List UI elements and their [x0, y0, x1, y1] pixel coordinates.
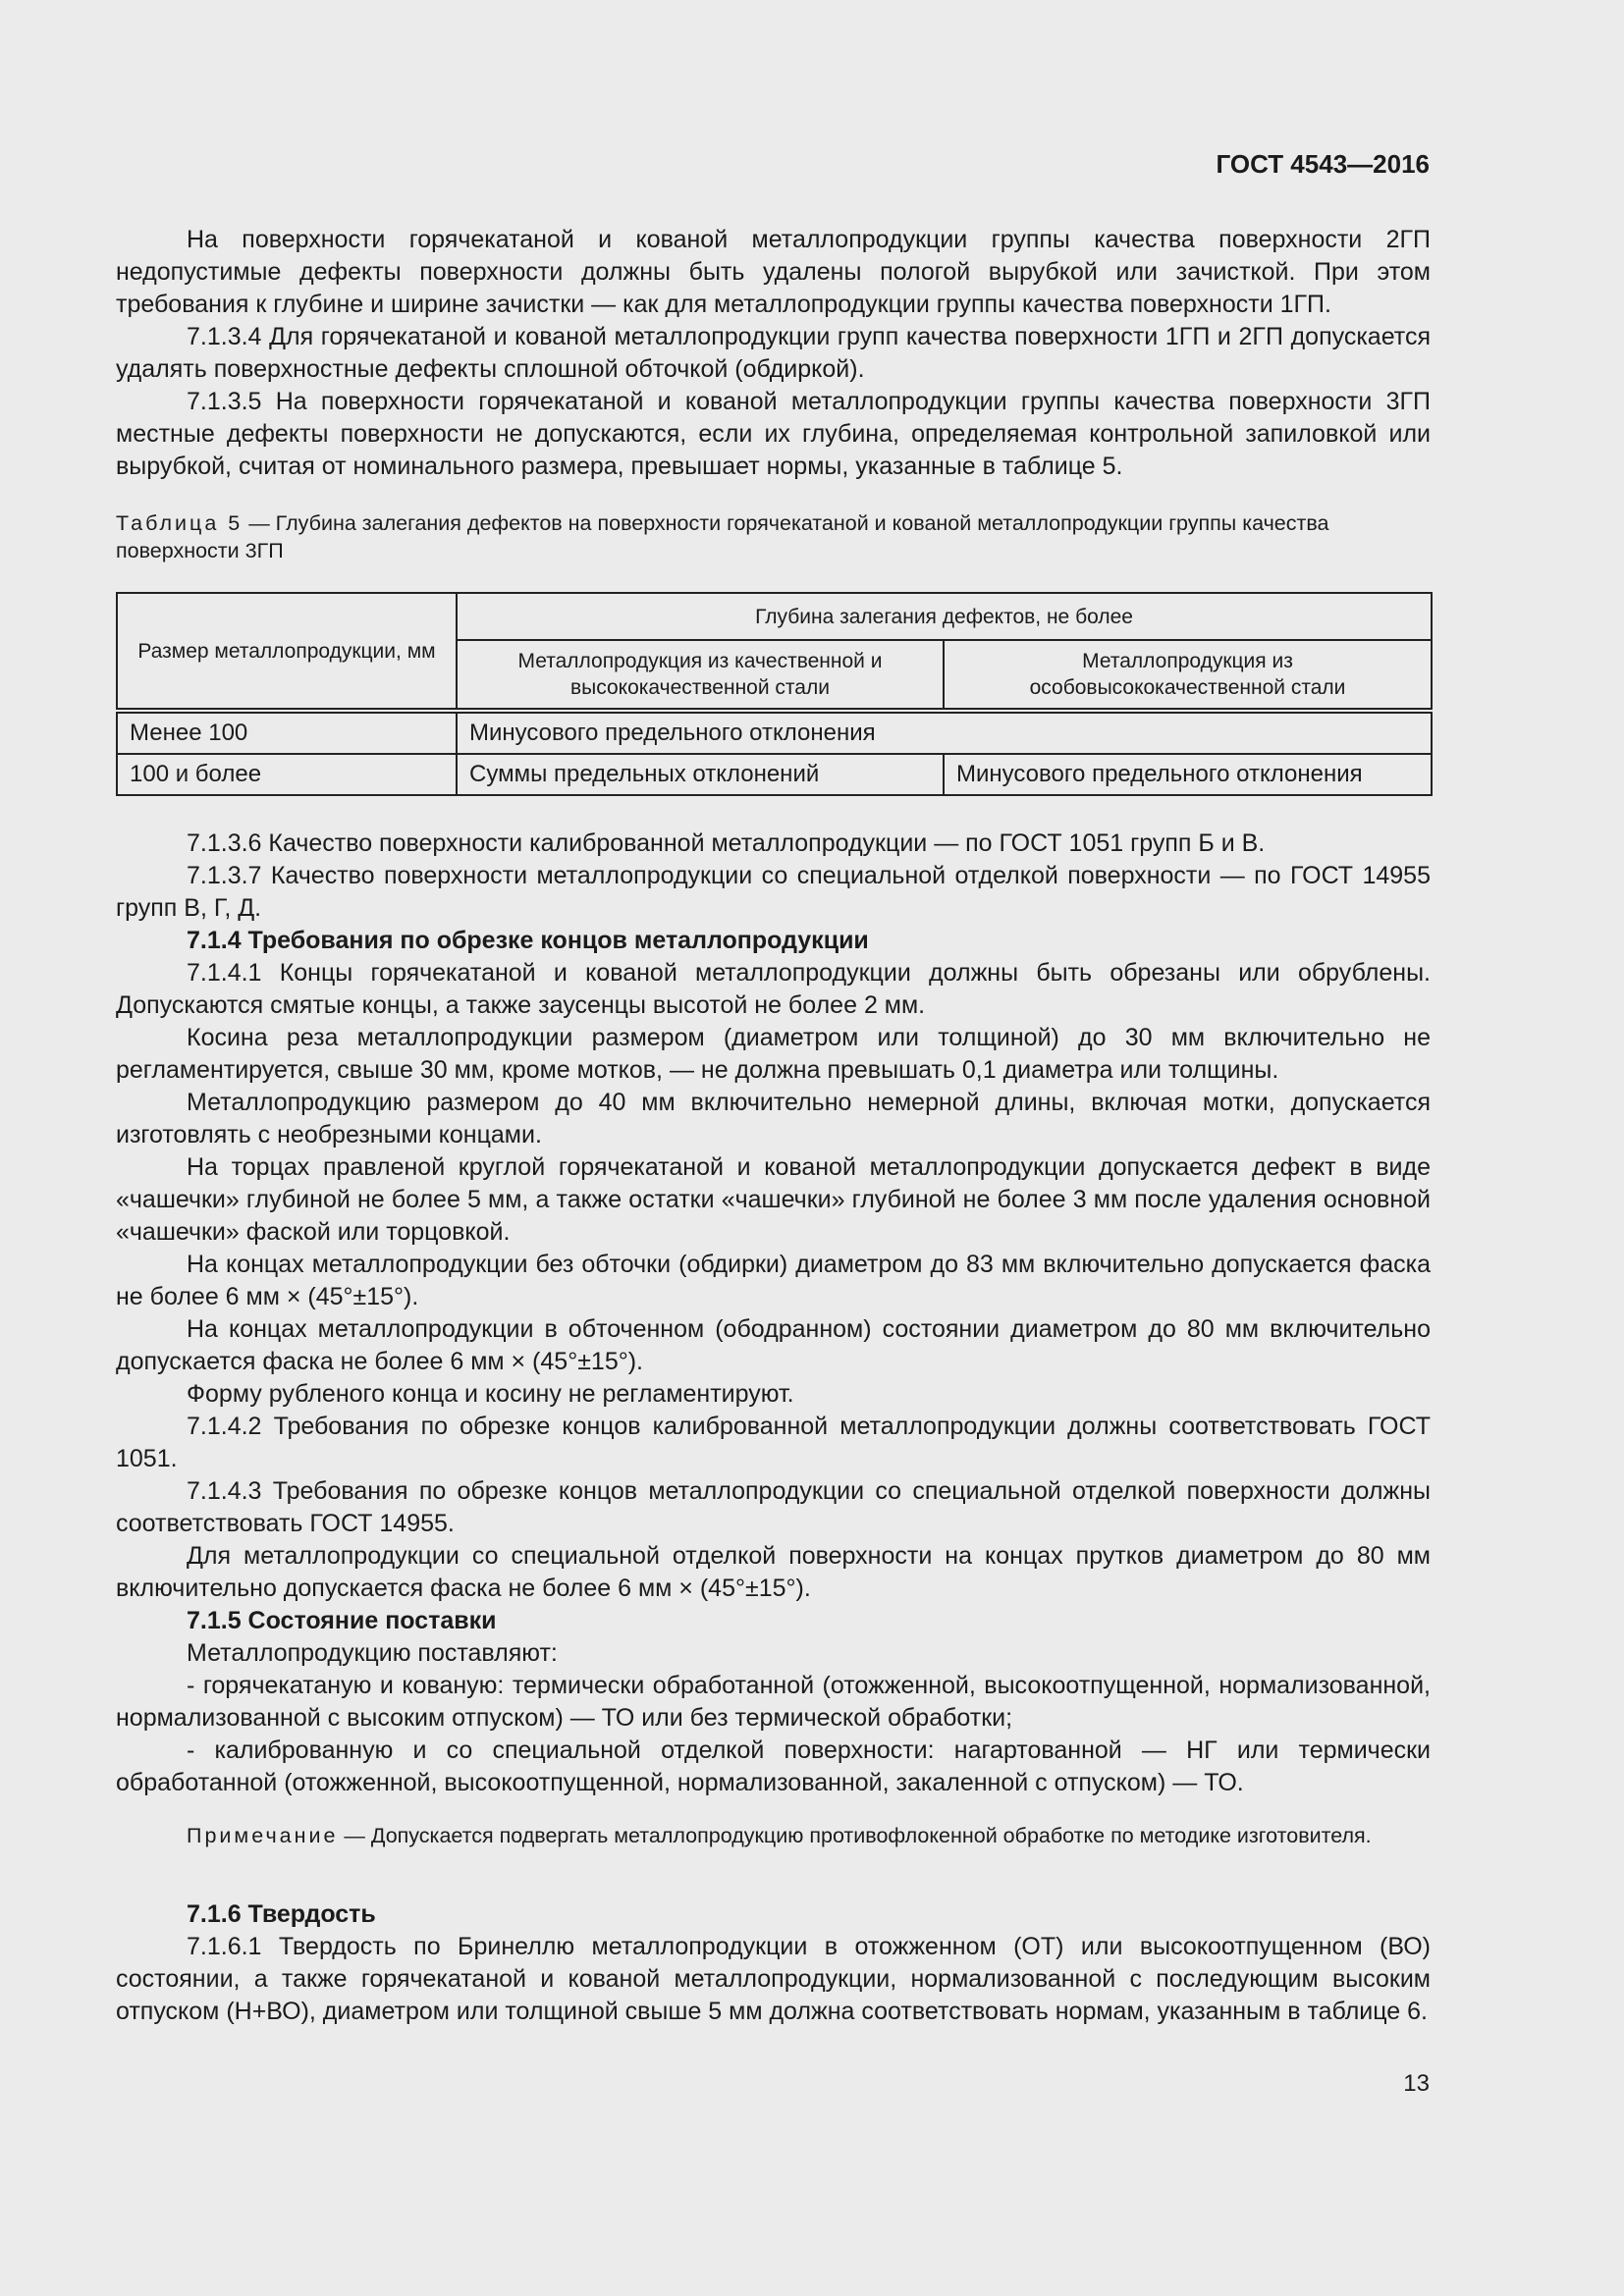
paragraph: 7.1.3.4 Для горячекатаной и кованой металлопродукции групп качества поверхности 1ГП и 2ГП допускается удалять поверхностные дефекты сплошной обточкой (обдиркой).: [116, 323, 1431, 383]
body-text-block: [116, 828, 1431, 1799]
header-size: Размер металлопродукции, мм: [117, 593, 457, 711]
paragraph: Металлопродукцию поставляют:: [187, 1639, 558, 1667]
cell-special-steel: Минусового предельного отклонения: [944, 754, 1432, 795]
paragraph: 7.1.4.3 Требования по обрезке концов металлопродукции со специальной отделкой поверхности должны соответствовать ГОСТ 14955.: [116, 1477, 1431, 1537]
note-text: — Допускается подвергать металлопродукцию противофлокенной обработке по методике изготовителя.: [338, 1824, 1372, 1847]
note-label: Примечание: [187, 1824, 339, 1847]
paragraph: Для металлопродукции со специальной отделкой поверхности на концах прутков диаметром до 80 мм включительно допускается фаска не более 6 мм × (45°±15°).: [116, 1542, 1431, 1602]
list-item: - горячекатаную и кованую: термически обработанной (отожженной, высокоотпущенной, нормализованной, нормализованной с высоким отпуском) — ТО или без термической обработки;: [116, 1672, 1431, 1732]
standard-code: ГОСТ 4543—2016: [1216, 149, 1430, 179]
paragraph: На торцах правленой круглой горячекатаной и кованой металлопродукции допускается дефект в виде «чашечки» глубиной не более 5 мм, а также остатки «чашечки» глубиной не более 3 мм после удаления основной «чашечки» фаской или торцовкой.: [116, 1153, 1431, 1246]
paragraph: Форму рубленого конца и косину не регламентируют.: [187, 1380, 794, 1408]
paragraph: 7.1.4.2 Требования по обрезке концов калиброванной металлопродукции должны соответствовать ГОСТ 1051.: [116, 1413, 1431, 1472]
paragraph: На концах металлопродукции в обточенном (ободранном) состоянии диаметром до 80 мм включительно допускается фаска не более 6 мм × (45°±15°).: [116, 1315, 1431, 1375]
paragraph: Металлопродукцию размером до 40 мм включительно немерной длины, включая мотки, допускается изготовлять с необрезными концами.: [116, 1089, 1431, 1148]
section-heading-714: 7.1.4 Требования по обрезке концов металлопродукции: [187, 927, 869, 954]
paragraph: 7.1.3.5 На поверхности горячекатаной и кованой металлопродукции группы качества поверхности 3ГП местные дефекты поверхности не допускаются, если их глубина, определяемая контрольной запиловкой или вырубкой, считая от номинального размера, превышает нормы, указанные в таблице 5.: [116, 388, 1431, 480]
table-caption: [116, 509, 1431, 564]
paragraph: Косина реза металлопродукции размером (диаметром или толщиной) до 30 мм включительно не регламентируется, свыше 30 мм, кроме мотков, — не должна превышать 0,1 диаметра или толщины.: [116, 1024, 1431, 1084]
paragraph: На поверхности горячекатаной и кованой металлопродукции группы качества поверхности 2ГП недопустимые дефекты поверхности должны быть удалены пологой вырубкой или зачисткой. При этом требования к глубине и ширине зачистки — как для металлопродукции группы качества поверхности 1ГП.: [116, 226, 1431, 318]
note-block: [116, 1822, 1431, 1849]
cell-size: Менее 100: [117, 711, 457, 754]
table-row: [117, 754, 1432, 795]
paragraph: 7.1.4.1 Концы горячекатаной и кованой металлопродукции должны быть обрезаны или обрублены. Допускаются смятые концы, а также заусенцы высотой не более 2 мм.: [116, 959, 1431, 1019]
section-heading-716: 7.1.6 Твердость: [187, 1900, 376, 1928]
cell-merged: Минусового предельного отклонения: [457, 711, 1432, 754]
table-caption-text: — Глубина залегания дефектов на поверхности горячекатаной и кованой металлопродукции группы качества поверхности 3ГП: [116, 511, 1329, 562]
page-number: 13: [1403, 2070, 1430, 2097]
paragraph: 7.1.3.7 Качество поверхности металлопродукции со специальной отделкой поверхности — по ГОСТ 14955 групп В, Г, Д.: [116, 862, 1431, 922]
top-text-block: [116, 224, 1431, 483]
cell-size: 100 и более: [117, 754, 457, 795]
header-quality-steel: Металлопродукция из качественной и высококачественной стали: [457, 640, 944, 711]
cell-quality-steel: Суммы предельных отклонений: [457, 754, 944, 795]
table-5: [116, 592, 1431, 796]
paragraph: На концах металлопродукции без обточки (обдирки) диаметром до 83 мм включительно допускается фаска не более 6 мм × (45°±15°).: [116, 1251, 1431, 1310]
header-depth: Глубина залегания дефектов, не более: [457, 593, 1432, 640]
paragraph: 7.1.6.1 Твердость по Бринеллю металлопродукции в отожженном (ОТ) или высокоотпущенном (ВО) состоянии, а также горячекатаной и кованой металлопродукции, нормализованной с последующим высоким отпуском (Н+ВО), диаметром или толщиной свыше 5 мм должна соответствовать нормам, указанным в таблице 6.: [116, 1933, 1431, 2025]
header-special-steel: Металлопродукция из особовысококачественной стали: [944, 640, 1432, 711]
table-row: [117, 711, 1432, 754]
table-caption-label: Таблица 5: [116, 511, 244, 535]
section-heading-715: 7.1.5 Состояние поставки: [187, 1607, 497, 1634]
paragraph: 7.1.3.6 Качество поверхности калиброванной металлопродукции — по ГОСТ 1051 групп Б и В.: [187, 829, 1266, 857]
section-716-block: [116, 1898, 1431, 2028]
list-item: - калиброванную и со специальной отделкой поверхности: нагартованной — НГ или термически обработанной (отожженной, высокоотпущенной, нормализованной, закаленной с отпуском) — ТО.: [116, 1736, 1431, 1796]
